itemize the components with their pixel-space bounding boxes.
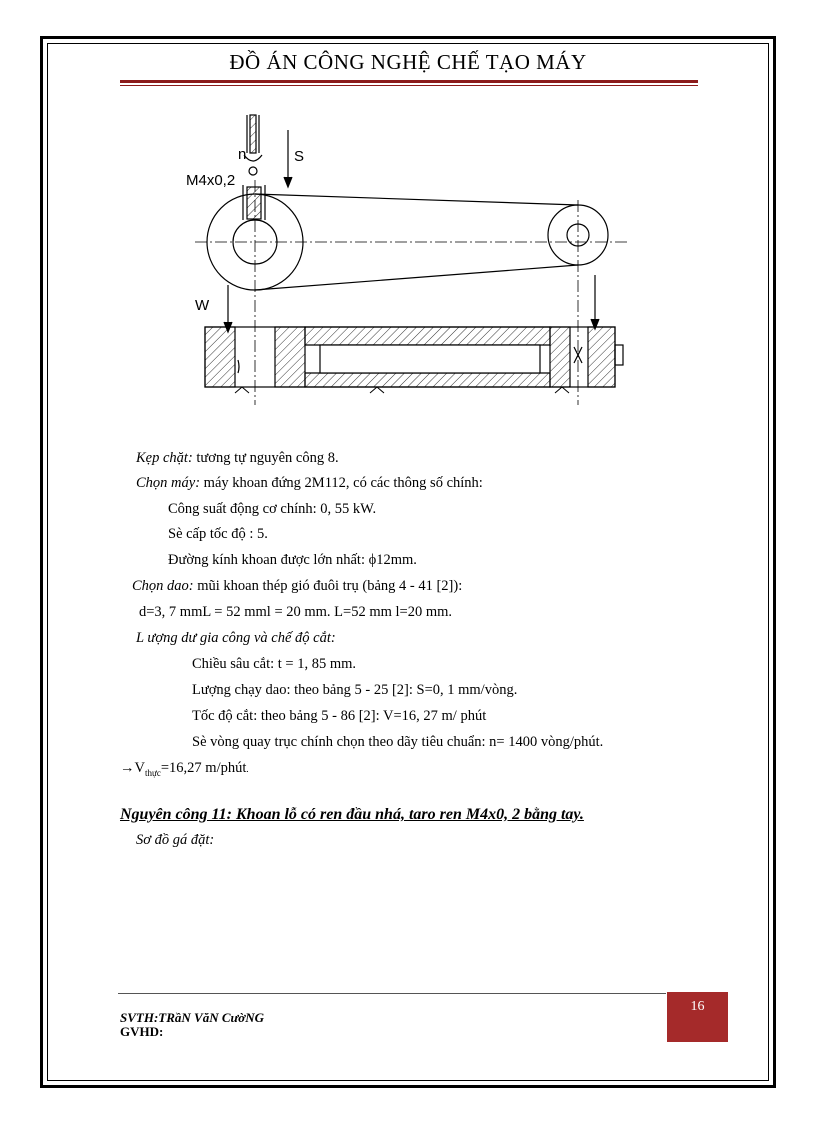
toc-do-cat: Tốc độ cắt: theo bảng 5 - 86 [2]: V=16, 27 m/ phút <box>192 708 487 724</box>
label-n: n <box>238 146 247 163</box>
kep-chat-label: Kẹp chặt: <box>136 450 193 466</box>
arrow-icon: → <box>120 760 135 776</box>
section-heading: Nguyên công 11: Khoan lỗ có ren đầu nhá, taro ren M4x0, 2 bằng tay. <box>120 806 584 823</box>
luong-du-label: L ượng dư gia công và chế độ cắt: <box>136 630 336 646</box>
v-main: V <box>134 760 145 776</box>
v-dot: . <box>246 764 249 774</box>
label-w: W <box>195 297 210 314</box>
footer-rule <box>118 993 666 994</box>
chon-dao-text: mũi khoan thép gió đuôi trụ (bảng 4 - 41 [2]): <box>193 578 463 594</box>
duong-kinh: Đường kính khoan được lớn nhất: ϕ12mm. <box>168 552 417 568</box>
chon-may-line <box>136 475 483 492</box>
so-do-ga-dat: Sơ đồ gá đặt: <box>136 832 215 848</box>
label-thread: M4x0,2 <box>186 172 236 189</box>
cong-suat: Công suất động cơ chính: 0, 55 kW. <box>168 501 377 517</box>
chon-may-label: Chọn máy: <box>136 475 201 491</box>
page-title: ĐỒ ÁN CÔNG NGHỆ CHẾ TẠO MÁY <box>229 50 587 74</box>
chon-dao-label: Chọn dao: <box>132 578 194 594</box>
se-vong-quay: Sè vòng quay trục chính chọn theo dãy tiêu chuẩn: n= 1400 vòng/phút. <box>192 734 604 750</box>
se-cap: Sè cấp tốc độ : 5. <box>168 526 268 542</box>
header-rule <box>120 80 698 83</box>
page-number: 16 <box>667 992 728 1042</box>
v-sub: thực <box>144 767 161 778</box>
v-thuc-line <box>120 760 249 778</box>
luong-chay-dao: Lượng chạy dao: theo bảng 5 - 25 [2]: S=0, 1 mm/vòng. <box>192 682 518 698</box>
v-value: =16,27 m/phút <box>160 760 247 776</box>
chon-dao-line <box>132 578 462 595</box>
footer-svth: SVTH:TRầN VăN CườNG <box>120 1010 265 1025</box>
header-rule-thin <box>120 85 698 86</box>
label-s: S <box>294 148 305 165</box>
footer-gvhd: GVHD: <box>120 1024 164 1039</box>
chon-may-text: máy khoan đứng 2M112, có các thông số chính: <box>200 475 483 491</box>
kep-chat-line <box>136 450 339 467</box>
kep-chat-text: tương tự nguyên công 8. <box>192 450 339 466</box>
drill-tool <box>250 115 256 153</box>
setup-drawing <box>180 105 630 405</box>
drill-dims: d=3, 7 mmL = 52 mml = 20 mm. L=52 mm l=20 mm. <box>139 604 453 620</box>
chieu-sau: Chiều sâu cắt: t = 1, 85 mm. <box>192 656 357 672</box>
